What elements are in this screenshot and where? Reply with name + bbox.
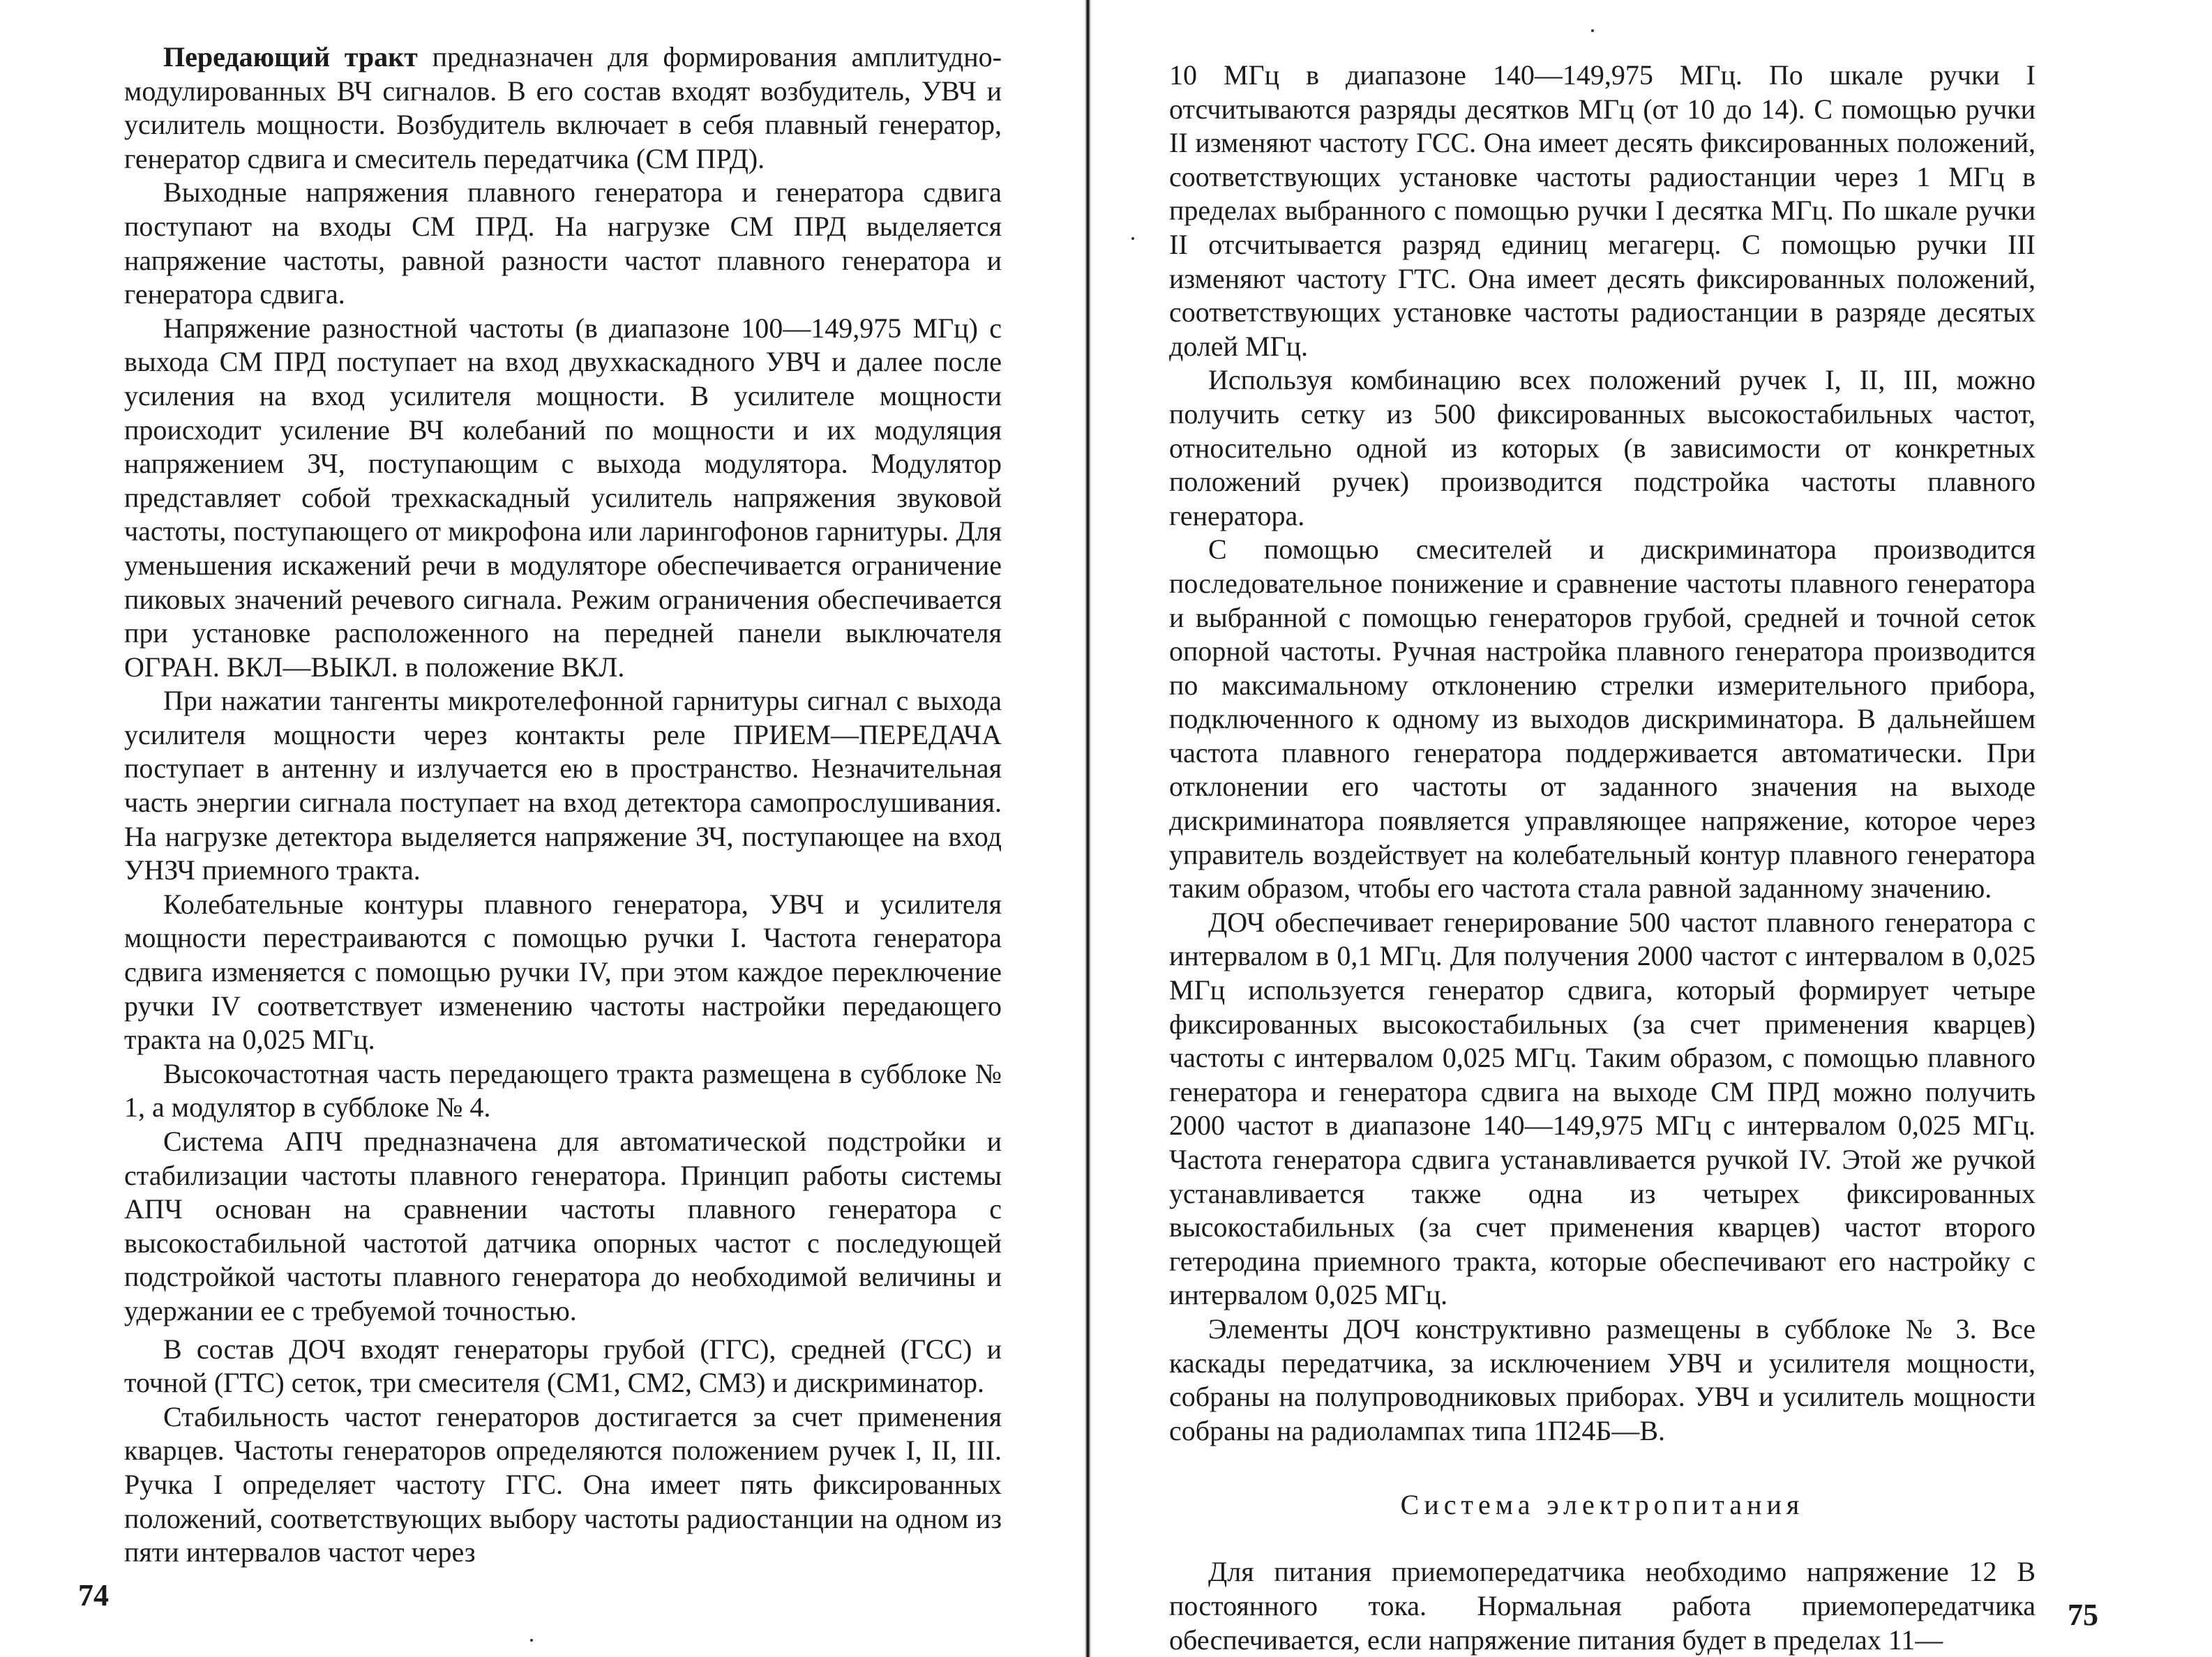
paragraph: Стабильность частот генераторов достигается за счет применения кварцев. Частоты генераторов определяются положением ручек I, II, III. Ручка I определяет частоту ГГС. Она имеет пять фиксированных положений, соответствующих выбору частоты радиостанции на одном из пяти интервалов частот через: [124, 1400, 1002, 1568]
left-text-column: [124, 40, 1002, 1570]
page-number-left: 74: [78, 1578, 109, 1612]
scan-speck: [1131, 237, 1134, 240]
paragraph: Для питания приемопередатчика необходимо напряжение 12 В постоянного тока. Нормальная работа приемопередатчика обеспечивается, если напряжение питания будет в пределах 11—: [1169, 1556, 2036, 1656]
paragraph: Передающий тракт предназначен для формирования амплитудно-модулированных ВЧ сигналов. В его состав входят возбудитель, УВЧ и усилитель мощности. Возбудитель включает в себя плавный генератор, генератор сдвига и смеситель передатчика (СМ ПРД).: [124, 41, 1002, 174]
paragraph: Выходные напряжения плавного генератора и генератора сдвига поступают на входы СМ ПРД. На нагрузке СМ ПРД выделяется напряжение частоты, равной разности частот плавного генератора и генератора сдвига.: [124, 176, 1002, 310]
paragraph: Используя комбинацию всех положений ручек I, II, III, можно получить сетку из 500 фиксированных высокостабильных частот, относительно одной из которых (в зависимости от конкретных положений ручек) производится подстройка частоты плавного генератора.: [1169, 364, 2036, 531]
scan-speck: [530, 1639, 533, 1642]
right-page: [1092, 0, 2212, 1657]
paragraph: Элементы ДОЧ конструктивно размещены в субблоке № 3. Все каскады передатчика, за исключением УВЧ и усилителя мощности, собраны на полупроводниковых приборах. УВЧ и усилитель мощности собраны на радиолампах типа 1П24Б—В.: [1169, 1312, 2036, 1446]
book-spine: [1083, 0, 1092, 1657]
paragraph: Система АПЧ предназначена для автоматической подстройки и стабилизации частоты плавного генератора. Принцип работы системы АПЧ основан на сравнении частоты плавного генератора с высокостабильной частотой датчика опорных частот с последующей подстройкой частоты плавного генератора до необходимой величины и удержании ее с требуемой точностью.: [124, 1126, 1002, 1326]
paragraph: В состав ДОЧ входят генераторы грубой (ГГС), средней (ГСС) и точной (ГТС) сеток, три смесителя (СМ1, СМ2, СМ3) и дискриминатор.: [124, 1333, 1002, 1399]
section-heading: Система электропитания: [1400, 1489, 1805, 1521]
left-page: [0, 0, 1088, 1657]
paragraph-lead: Передающий тракт: [163, 41, 418, 73]
scan-speck: [1591, 29, 1594, 32]
paragraph: С помощью смесителей и дискриминатора производится последовательное понижение и сравнение частоты плавного генератора и выбранной с помощью генераторов грубой, средней и точной сеток опорной частоты. Ручная настройка плавного генератора производится по максимальному отклонению стрелки измерительного прибора, подключенного к одному из выходов дискриминатора. В дальнейшем частота плавного генератора поддерживается автоматически. При отклонении его частоты от заданного значения на выходе дискриминатора появляется управляющее напряжение, которое через управитель воздействует на колебательный контур плавного генератора таким образом, чтобы его частота стала равной заданному значению.: [1169, 534, 2036, 905]
paragraph: При нажатии тангенты микротелефонной гарнитуры сигнал с выхода усилителя мощности через контакты реле ПРИЕМ—ПЕРЕДАЧА поступает в антенну и излучается ею в пространство. Незначительная часть энергии сигнала поступает на вход детектора самопрослушивания. На нагрузке детектора выделяется напряжение ЗЧ, поступающее на вход УНЗЧ приемного тракта.: [124, 685, 1002, 886]
paragraph: 10 МГц в диапазоне 140—149,975 МГц. По шкале ручки I отсчитываются разряды десятков МГц (от 10 до 14). С помощью ручки II изменяют частоту ГСС. Она имеет десять фиксированных положений, соответствующих установке частоты радиостанции через 1 МГц в пределах выбранного с помощью ручки I десятка МГц. По шкале ручки II отсчитывается разряд единиц мегагерц. С помощью ручки III изменяют частоту ГТС. Она имеет десять фиксированных положений, соответствующих установке частоты радиостанции в разряде десятых долей МГц.: [1169, 59, 2036, 362]
page-number-right: 75: [2068, 1598, 2098, 1632]
paragraph: Высокочастотная часть передающего тракта размещена в субблоке № 1, а модулятор в субблоке № 4.: [124, 1057, 1002, 1123]
right-text-column: [1169, 59, 2036, 1657]
paragraph: ДОЧ обеспечивает генерирование 500 частот плавного генератора с интервалом в 0,1 МГц. Для получения 2000 частот с интервалом в 0,025 МГц используется генератор сдвига, который формирует четыре фиксированных высокостабильных (за счет применения кварцев) частоты с интервалом 0,025 МГц. Таким образом, с помощью плавного генератора и генератора сдвига на выходе СМ ПРД можно получить 2000 частот в диапазоне 140—149,975 МГц с интервалом 0,025 МГц. Частота генератора сдвига устанавливается ручкой IV. Этой же ручкой устанавливается также одна из четырех фиксированных высокостабильных (за счет применения кварцев) частот второго гетеродина приемного тракта, которые обеспечивают его настройку с интервалом 0,025 МГц.: [1169, 906, 2036, 1311]
paragraph: Напряжение разностной частоты (в диапазоне 100—149,975 МГц) с выхода СМ ПРД поступает на вход двухкаскадного УВЧ и далее после усиления на вход усилителя мощности. В усилителе мощности происходит усиление ВЧ колебаний по мощности и их модуляция напряжением ЗЧ, поступающим с выхода модулятора. Модулятор представляет собой трехкаскадный усилитель напряжения звуковой частоты, поступающего от микрофона или ларингофонов гарнитуры. Для уменьшения искажений речи в модуляторе обеспечивается ограничение пиковых значений речевого сигнала. Режим ограничения обеспечивается при установке расположенного на передней панели выключателя ОГРАН. ВКЛ—ВЫКЛ. в положение ВКЛ.: [124, 312, 1002, 683]
paragraph: Колебательные контуры плавного генератора, УВЧ и усилителя мощности перестраиваются с помощью ручки I. Частота генератора сдвига изменяется с помощью ручки IV, при этом каждое переключение ручки IV соответствует изменению частоты настройки передающего тракта на 0,025 МГц.: [124, 888, 1002, 1056]
